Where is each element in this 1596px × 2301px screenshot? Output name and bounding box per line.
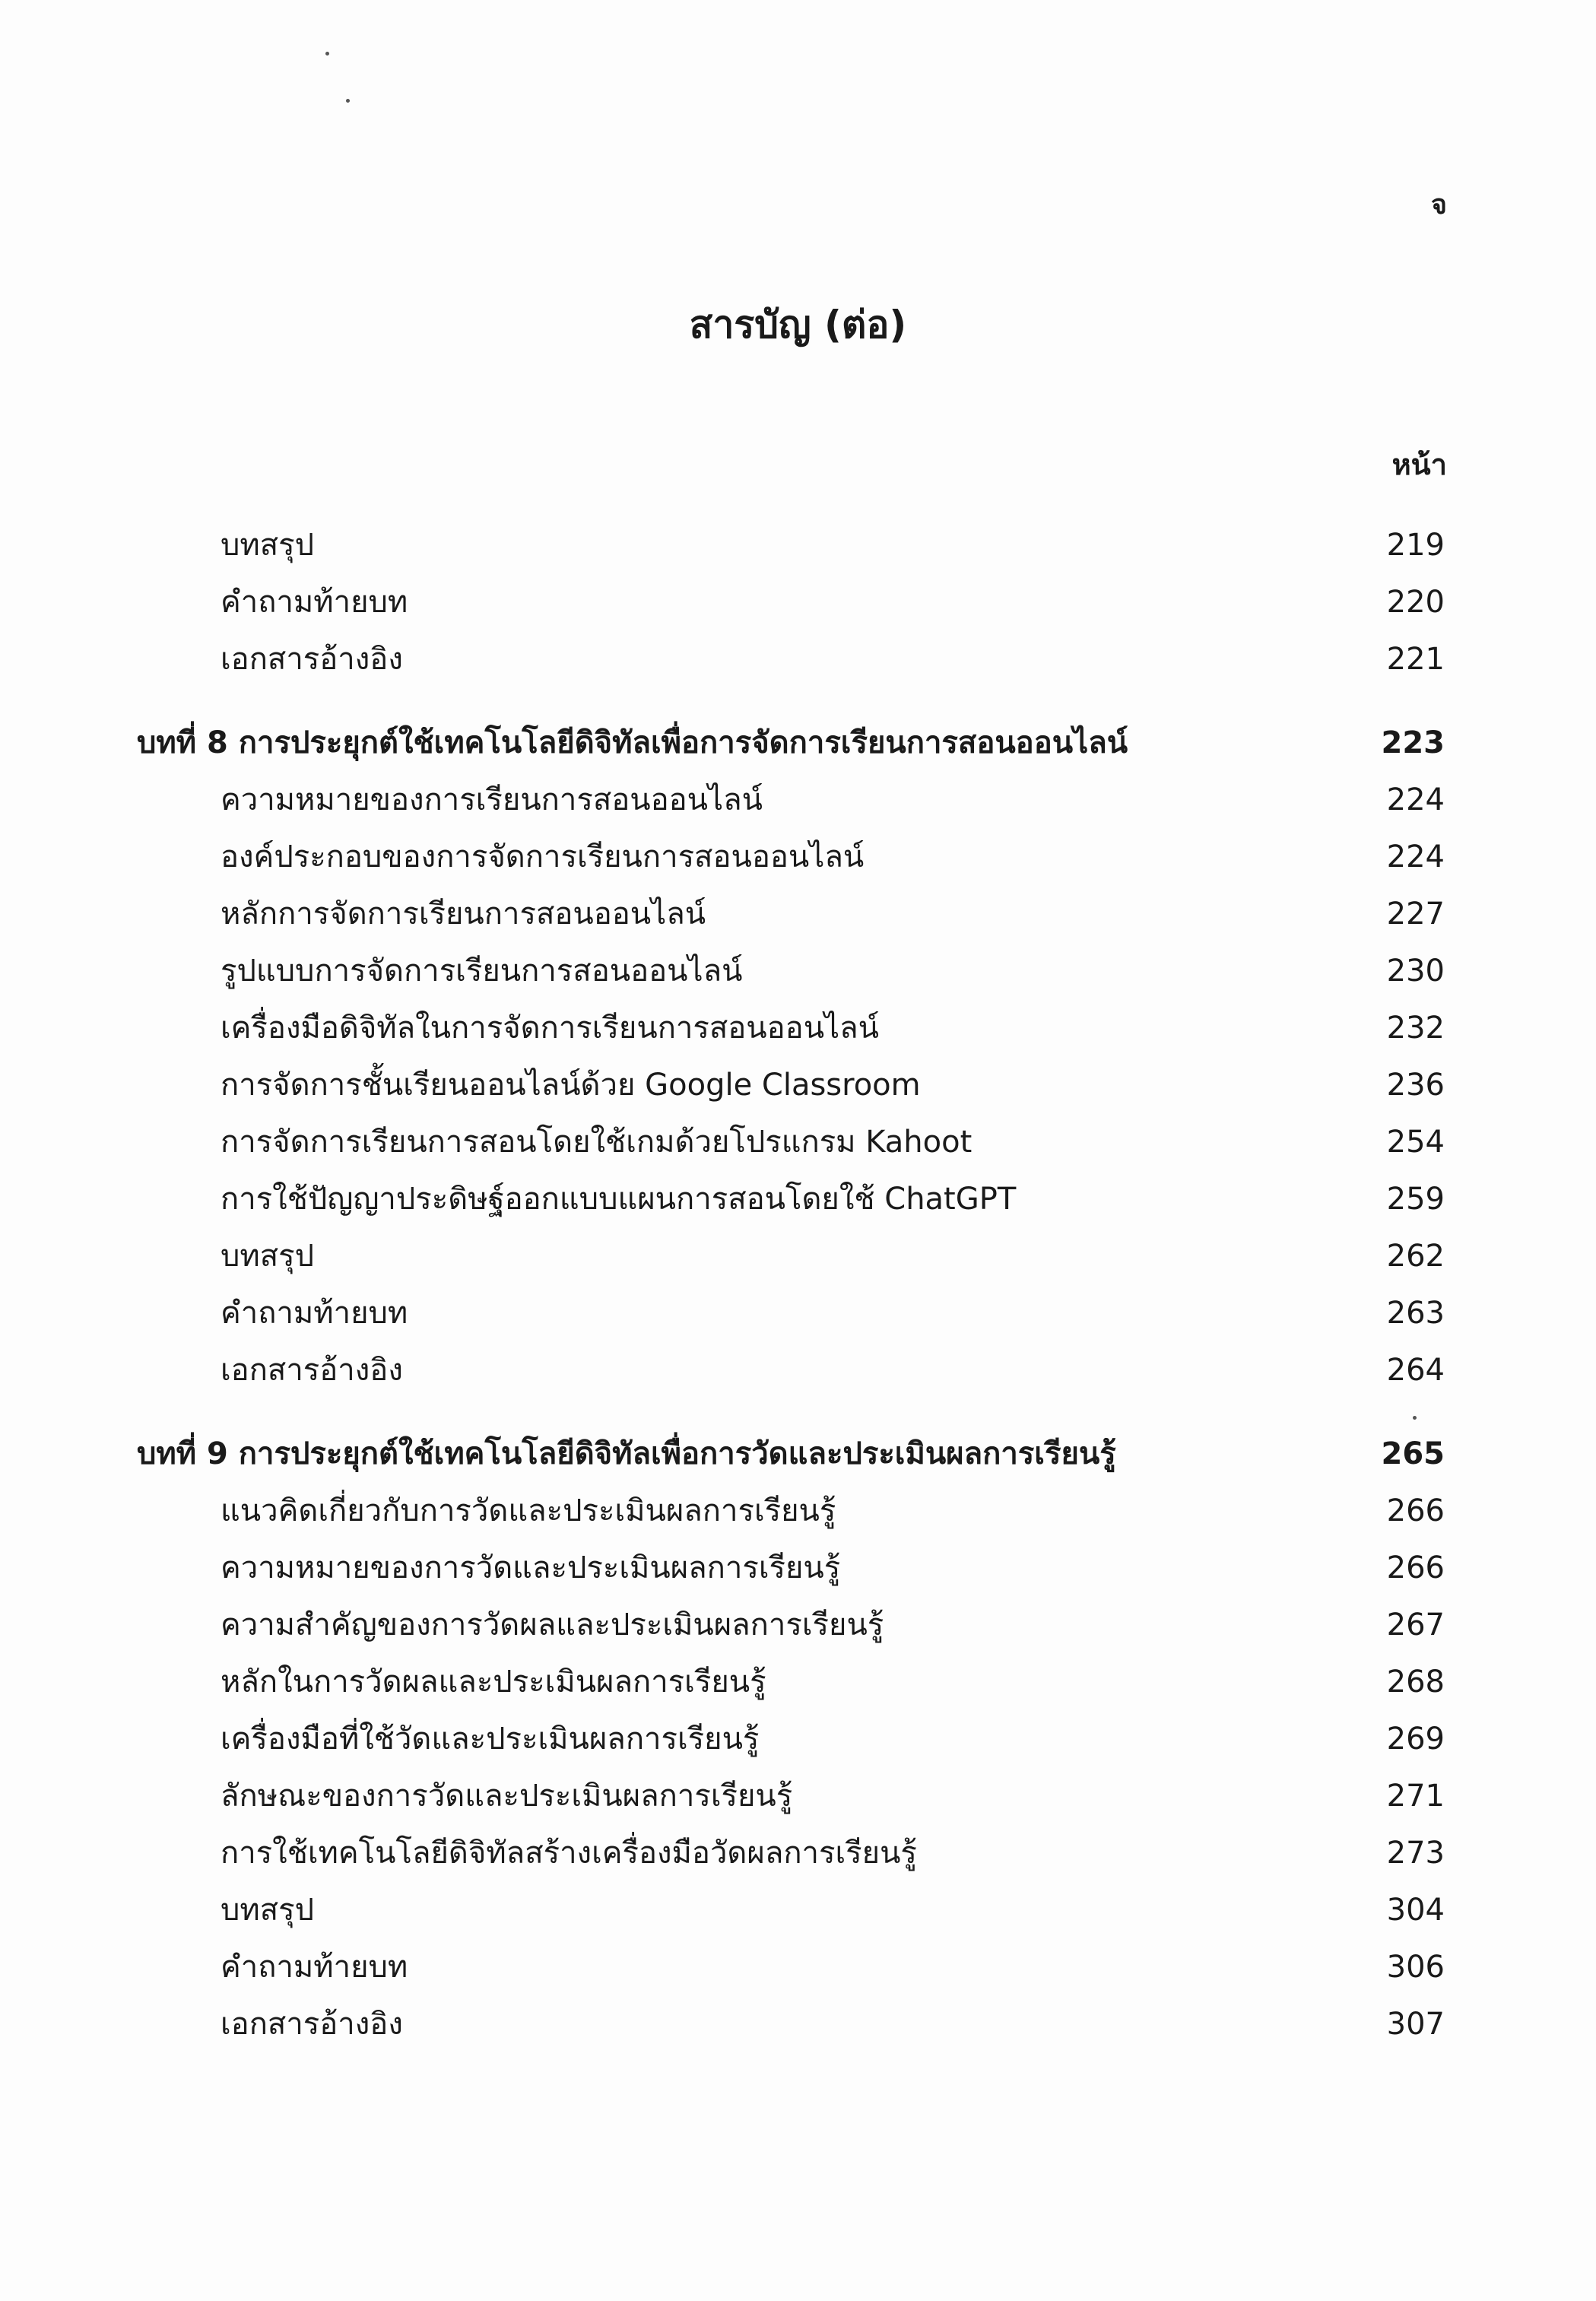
toc-entry-page: 262 (1386, 1239, 1445, 1274)
toc-entry-label: การใช้เทคโนโลยีดิจิทัลสร้างเครื่องมือวัดผลการเรียนรู้ (221, 1836, 917, 1871)
toc-entry-label: ความสำคัญของการวัดผลและประเมินผลการเรียนรู้ (221, 1608, 884, 1642)
toc-row (137, 1996, 1445, 2053)
toc-entry-label: องค์ประกอบของการจัดการเรียนการสอนออนไลน์ (221, 839, 865, 874)
toc-row (137, 1228, 1445, 1285)
toc-entry-page: 219 (1386, 528, 1445, 563)
toc-entry-label: บทสรุป (221, 1893, 315, 1928)
toc-entry-label: คำถามท้ายบท (221, 1296, 408, 1331)
toc-entry-label: ความหมายของการวัดและประเมินผลการเรียนรู้ (221, 1550, 841, 1585)
toc-entry-label: บทสรุป (221, 528, 315, 563)
toc-entry-page: 266 (1386, 1550, 1445, 1585)
toc-entry-label: หลักการจัดการเรียนการสอนออนไลน์ (221, 897, 706, 932)
table-of-contents (137, 517, 1445, 2053)
toc-entry-label: การใช้ปัญญาประดิษฐ์ออกแบบแผนการสอนโดยใช้ ChatGPT (221, 1182, 1017, 1217)
toc-row (137, 772, 1445, 829)
toc-entry-page: 224 (1386, 782, 1445, 817)
toc-entry-label: บทที่ 9 การประยุกต์ใช้เทคโนโลยีดิจิทัลเพื่อการวัดและประเมินผลการเรียนรู้ (137, 1436, 1116, 1471)
toc-entry-label: บทสรุป (221, 1239, 315, 1274)
toc-entry-page: 264 (1386, 1353, 1445, 1388)
toc-entry-page: 224 (1386, 839, 1445, 874)
toc-row (137, 1654, 1445, 1711)
toc-entry-label: เครื่องมือดิจิทัลในการจัดการเรียนการสอนออนไลน์ (221, 1011, 880, 1046)
toc-row (137, 631, 1445, 688)
toc-entry-label: บทที่ 8 การประยุกต์ใช้เทคโนโลยีดิจิทัลเพื่อการจัดการเรียนการสอนออนไลน์ (137, 725, 1128, 760)
toc-entry-page: 269 (1386, 1722, 1445, 1757)
toc-entry-label: การจัดการชั้นเรียนออนไลน์ด้วย Google Classroom (221, 1068, 921, 1103)
toc-row (137, 1711, 1445, 1768)
toc-entry-label: ลักษณะของการวัดและประเมินผลการเรียนรู้ (221, 1779, 793, 1814)
toc-chapter-row (137, 715, 1445, 772)
toc-row (137, 1768, 1445, 1825)
toc-entry-label: การจัดการเรียนการสอนโดยใช้เกมด้วยโปรแกรม Kahoot (221, 1125, 973, 1160)
toc-row (137, 1285, 1445, 1342)
toc-entry-label: เอกสารอ้างอิง (221, 2007, 403, 2042)
page-column-header: หน้า (1391, 448, 1447, 481)
toc-entry-label: คำถามท้ายบท (221, 1950, 408, 1985)
page-number: จ (1430, 189, 1447, 221)
toc-row (137, 1342, 1445, 1399)
toc-entry-label: เครื่องมือที่ใช้วัดและประเมินผลการเรียนรู้ (221, 1722, 760, 1757)
toc-row (137, 1114, 1445, 1171)
toc-row (137, 1825, 1445, 1882)
toc-entry-page: 271 (1386, 1779, 1445, 1814)
toc-entry-page: 254 (1386, 1125, 1445, 1160)
toc-row (137, 574, 1445, 631)
toc-entry-label: แนวคิดเกี่ยวกับการวัดและประเมินผลการเรียนรู้ (221, 1493, 836, 1528)
toc-entry-page: 307 (1386, 2007, 1445, 2042)
toc-entry-page: 265 (1381, 1436, 1445, 1471)
toc-entry-page: 306 (1386, 1950, 1445, 1985)
toc-entry-page: 263 (1386, 1296, 1445, 1331)
toc-entry-page: 259 (1386, 1182, 1445, 1217)
toc-row (137, 1000, 1445, 1057)
toc-row (137, 1939, 1445, 1996)
toc-chapter-row (137, 1426, 1445, 1483)
toc-row (137, 943, 1445, 1000)
toc-row (137, 886, 1445, 943)
toc-row (137, 1057, 1445, 1114)
scan-speck (346, 99, 350, 103)
toc-row (137, 1597, 1445, 1654)
toc-entry-label: เอกสารอ้างอิง (221, 1353, 403, 1388)
toc-entry-label: เอกสารอ้างอิง (221, 642, 403, 677)
toc-entry-label: รูปแบบการจัดการเรียนการสอนออนไลน์ (221, 954, 743, 989)
toc-row (137, 1483, 1445, 1540)
toc-entry-page: 266 (1386, 1493, 1445, 1528)
toc-entry-page: 230 (1386, 954, 1445, 989)
toc-row (137, 1540, 1445, 1597)
toc-entry-page: 304 (1386, 1893, 1445, 1928)
toc-entry-page: 273 (1386, 1836, 1445, 1871)
toc-row (137, 1882, 1445, 1939)
toc-entry-page: 232 (1386, 1011, 1445, 1046)
toc-entry-page: 268 (1386, 1665, 1445, 1700)
toc-entry-page: 223 (1381, 725, 1445, 760)
toc-entry-label: ความหมายของการเรียนการสอนออนไลน์ (221, 782, 763, 817)
scan-speck (325, 52, 329, 56)
toc-entry-page: 227 (1386, 897, 1445, 932)
toc-entry-page: 220 (1386, 585, 1445, 620)
toc-entry-page: 221 (1386, 642, 1445, 677)
toc-row (137, 517, 1445, 574)
toc-row (137, 829, 1445, 886)
toc-entry-page: 267 (1386, 1608, 1445, 1642)
toc-entry-label: คำถามท้ายบท (221, 585, 408, 620)
toc-row (137, 1171, 1445, 1228)
toc-entry-page: 236 (1386, 1068, 1445, 1103)
page-title: สารบัญ (ต่อ) (689, 303, 907, 347)
scan-speck (1413, 1416, 1417, 1420)
toc-entry-label: หลักในการวัดผลและประเมินผลการเรียนรู้ (221, 1665, 766, 1700)
